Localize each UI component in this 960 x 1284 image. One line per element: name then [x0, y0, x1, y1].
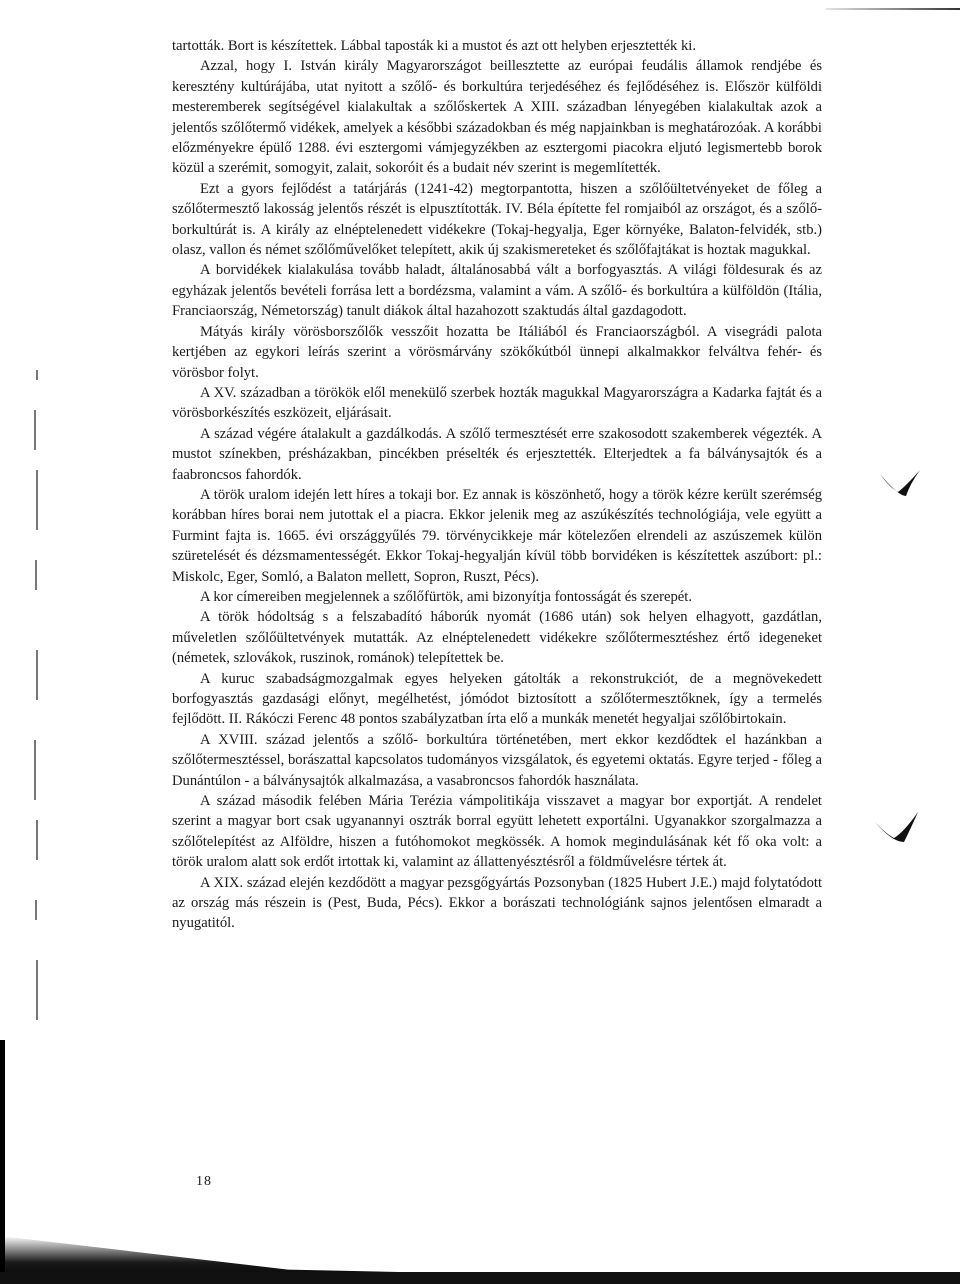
body-text [172, 36, 822, 934]
paragraph: Mátyás király vörösborszőlők vesszőit hozatta be Itáliából és Franciaországból. A visegrádi palota kertjében az egykori leírás szerint a vörösmárvány szökőkútból ünnepi alkalmakkor felváltva fehér- és vörösbor folyt. [172, 323, 822, 381]
scan-artifact [34, 740, 36, 800]
paragraph: Ezt a gyors fejlődést a tatárjárás (1241-42) megtorpantotta, hiszen a szőlőültetvényeket de főleg a szőlőtermesztő lakosság jelentős részét is elpusztították. IV. Béla építette fel romjaiból az országot, és a szőlő- borkultúrát is. A király az elnéptelenedett vidékekre (Tokaj-hegyalja, Eger környéke, Balaton-felvidék, stb.) olasz, vallon és német szőlőművelőket telepített, akik új szakismereteket és szőlőfajtákat is hoztak magukkal. [172, 180, 822, 259]
ink-mark-icon [872, 808, 922, 844]
scan-artifact [36, 960, 38, 1020]
paragraph: A XVIII. század jelentős a szőlő- borkultúra történetében, mert ekkor kezdődtek el hazánkban a szőlőtermesztéssel, borászattal kapcsolatos tudományos vizsgálatok, és egyetemi oktatás. Egyre terjed - főleg a Dunántúlon - a bálványsajtók alkalmazása, a vasabroncsos fahordók használata. [172, 731, 822, 789]
paragraph: A XV. században a törökök elől menekülő szerbek hozták magukkal Magyarországra a Kadarka fajtát és a vörösborkészítés eszközeit, eljárásait. [172, 384, 822, 422]
scan-artifact [35, 900, 37, 920]
scan-artifact [36, 470, 38, 530]
scan-bottom-edge [0, 1272, 960, 1284]
paragraph: A török uralom idején lett híres a tokaji bor. Ez annak is köszönhető, hogy a török kézre került szerémség korábban híres borai nem jutottak el a piacra. Ekkor jelenik meg az aszúkészítés technológiája, vele együtt a Furmint fajta is. 1665. évi országgyűlés 79. törvénycikkeje már kötelezően elrendeli az aszúszemek külön szüretelését és dézsmamentességét. Ekkor Tokaj-hegyalján kívül több borvidéken is készítettek aszúbort: pl.: Miskolc, Eger, Somló, a Balaton mellett, Sopron, Ruszt, Pécs). [172, 486, 822, 585]
paragraph: tartották. Bort is készítettek. Lábbal taposták ki a mustot és azt ott helyben erjesztették ki. [172, 38, 697, 54]
paragraph: A borvidékek kialakulása tovább haladt, általánosabbá vált a borfogyasztás. A világi földesurak és az egyházak jelentős bevételi forrása lett a bordézsma, valamint a vám. A szőlő- és borkultúra a külföldön (Itália, Franciaország, Németország) tanult diákok által hazahozott szaktudás által gazdagodott. [172, 262, 822, 320]
scan-top-rule [826, 8, 960, 10]
scan-artifact [34, 410, 36, 450]
paragraph: A kuruc szabadságmozgalmak egyes helyeken gátolták a rekonstrukciót, de a megnövekedett borfogyasztás gazdasági előnyt, megélhetést, jómódot biztosított a szőlőtermesztőknek, így a termelés fejlődött. II. Rákóczi Ferenc 48 pontos szabályzatban írta elő a munkák menetét hegyaljai szőlőbirtokain. [172, 670, 822, 728]
scan-artifact [36, 820, 38, 860]
paragraph: Azzal, hogy I. István király Magyarországot beillesztette az európai feudális államok rendjébe és keresztény kultúrájába, utat nyitott a szőlő- és borkultúra terjedéséhez és fejlődéséhez is. Először külföldi mesteremberek segítségével kialakultak a szőlőskertek A XIII. században lényegében kialakultak azok a jelentős szőlőtermő vidékek, amelyek a későbbi századokban és még napjainkban is meghatározóak. A korábbi előzményekre épülő 1288. évi esztergomi vámjegyzékben az esztergomi piacokra eljutó legismertebb borok közül a szerémit, somogyit, zalait, sokoróit és a budait név szerint is megemlítették. [172, 58, 822, 177]
paragraph: A XIX. század elején kezdődött a magyar pezsgőgyártás Pozsonyban (1825 Hubert J.E.) majd folytatódott az ország más részein is (Pest, Buda, Pécs). Ekkor a borászati technológiánk sajnos jelentősen elmaradt a nyugatitól. [172, 874, 822, 932]
scan-artifact [36, 650, 38, 700]
scan-artifact [35, 560, 37, 590]
paragraph: A kor címereiben megjelennek a szőlőfürtök, ami bizonyítja fontosságát és szerepét. [200, 588, 692, 605]
page-number: 18 [196, 1174, 212, 1189]
ink-mark-icon [876, 466, 926, 500]
paragraph: A török hódoltság s a felszabadító háborúk nyomát (1686 után) sok helyen elhagyott, gazdátlan, műveletlen szőlőültetvények mutatták. Az elnéptelenedett vidékekre szőlőtermesztéshez értő idegeneket (németek, szlovákok, ruszinok, románok) telepítettek be. [172, 609, 822, 667]
scan-artifact [36, 370, 38, 380]
paragraph: A század végére átalakult a gazdálkodás. A szőlő termesztését erre szakosodott szakemberek végezték. A mustot színekben, présházakban, pincékben préselték és erjesztették. Elterjedtek a fa bálványsajtók és a faabroncsos fahordók. [172, 425, 822, 483]
paragraph: A század második felében Mária Terézia vámpolitikája visszavet a magyar bor exportját. A rendelet szerint a magyar bort csak ugyanannyi osztrák borral együtt lehetett exportálni. Ugyanakkor szorgalmazza a szőlőtelepítést az Alföldre, hiszen a futóhomokot megkössék. A homok megindulásának két fő oka volt: a török uralom alatt sok erdőt irtottak ki, valamint az állattenyésztésről a földművelésre tértek át. [172, 793, 822, 871]
